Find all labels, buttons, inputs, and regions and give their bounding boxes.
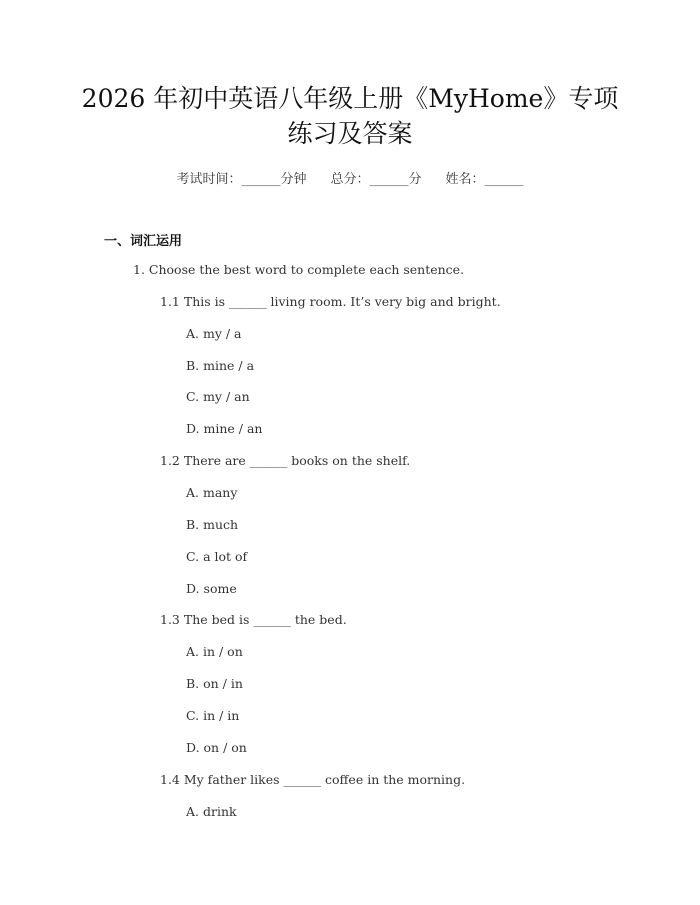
item-1-2-option-b: B. much bbox=[186, 517, 239, 532]
item-1-3-option-a: A. in / on bbox=[186, 644, 243, 659]
document-title-line-2: 练习及答案 bbox=[287, 119, 413, 148]
student-name: 姓名：______ bbox=[445, 172, 524, 187]
item-1-1-option-d: D. mine / an bbox=[186, 421, 263, 436]
item-1-4-option-a: A. drink bbox=[186, 804, 237, 819]
item-1-1-option-a: A. my / a bbox=[186, 326, 242, 341]
item-1-4-stem: 1.4 My father likes ______ coffee in the morning. bbox=[160, 772, 466, 787]
item-1-2-stem: 1.2 There are ______ books on the shelf. bbox=[160, 453, 411, 468]
exam-meta bbox=[0, 168, 700, 187]
item-1-3-stem: 1.3 The bed is ______ the bed. bbox=[160, 612, 347, 627]
item-1-1-option-c: C. my / an bbox=[186, 389, 250, 404]
item-1-3-option-b: B. on / in bbox=[186, 676, 243, 691]
item-1-1-option-b: B. mine / a bbox=[186, 358, 255, 373]
question-1: 1. Choose the best word to complete each sentence. bbox=[133, 262, 465, 277]
item-1-3-option-c: C. in / in bbox=[186, 708, 240, 723]
document-title-line-1: 2026 年初中英语八年级上册《MyHome》专项 bbox=[81, 84, 619, 113]
item-1-3-option-d: D. on / on bbox=[186, 740, 247, 755]
section-heading: 一、词汇运用 bbox=[104, 234, 183, 249]
item-1-2-option-c: C. a lot of bbox=[186, 549, 248, 564]
item-1-2-option-d: D. some bbox=[186, 581, 237, 596]
exam-time: 考试时间：______分钟 bbox=[176, 172, 307, 187]
total-score: 总分：______分 bbox=[330, 172, 422, 187]
item-1-1-stem: 1.1 This is ______ living room. It’s very big and bright. bbox=[160, 294, 501, 309]
item-1-2-option-a: A. many bbox=[186, 485, 238, 500]
